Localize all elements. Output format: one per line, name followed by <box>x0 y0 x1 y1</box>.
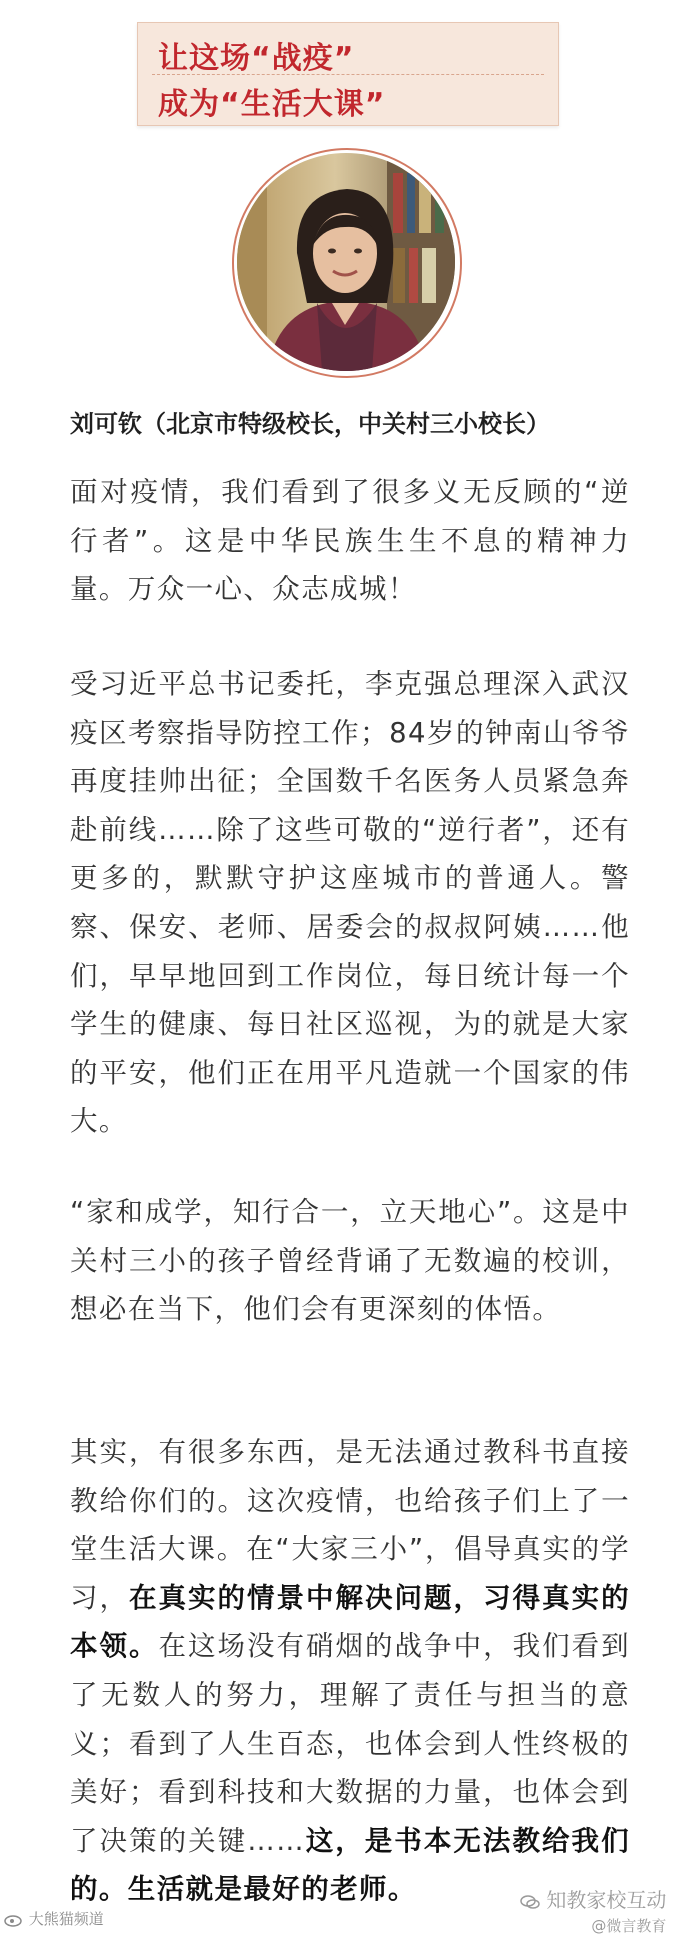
portrait-illustration <box>237 153 455 371</box>
portrait-frame <box>232 148 462 378</box>
watermark-right-handle: @微言教育 <box>591 1917 667 1935</box>
banner-title-line-1: 让这场“战疫” <box>158 41 355 76</box>
portrait-photo <box>237 153 455 371</box>
weibo-icon <box>4 1913 24 1927</box>
paragraph-1: 面对疫情，我们看到了很多义无反顾的“逆行者”。这是中华民族生生不息的精神力量。万众一心、众志成城！ <box>70 476 630 606</box>
paragraph-4-emphasis-1: 在真实的情景中解决问题，习得真实的本领。 <box>70 1581 630 1663</box>
paragraph-4-text-2: 在这场没有硝烟的战争中，我们看到了无数人的努力，理解了责任与担当的意义；看到了人生百态，也体会到人性终极的美好；看到科技和大数据的力量，也体会到了决策的关键…… <box>70 1630 630 1857</box>
title-banner <box>137 22 559 126</box>
banner-title-line-2: 成为“生活大课” <box>158 87 386 122</box>
watermark-right <box>520 1884 666 1936</box>
paragraph-3: “家和成学，知行合一，立天地心”。这是中关村三小的孩子曾经背诵了无数遍的校训，想必在当下，他们会有更深刻的体悟。 <box>70 1196 630 1326</box>
paragraph-4-text-1: 其实，有很多东西，是无法通过教科书直接教给你们的。这次疫情，也给孩子们上了一堂生活大课。在“大家三小”，倡导真实的学习， <box>70 1436 630 1614</box>
watermark-right-text: 知教家校互动 <box>546 1888 667 1912</box>
wechat-icon <box>520 1895 540 1909</box>
paragraph-2: 受习近平总书记委托，李克强总理深入武汉疫区考察指导防控工作；84岁的钟南山爷爷再度挂帅出征；全国数千名医务人员紧急奔赴前线……除了这些可敬的“逆行者”，还有更多的，默默守护这座城市的普通人。警察、保安、老师、居委会的叔叔阿姨……他们，早早地回到工作岗位，每日统计每一个学生的健康、每日社区巡视，为的就是大家的平安，他们正在用平凡造就一个国家的伟大。 <box>70 668 630 1138</box>
portrait-caption: 刘可钦（北京市特级校长，中关村三小校长） <box>70 410 550 438</box>
watermark-left-text: 大熊猫频道 <box>28 1910 104 1928</box>
paragraph-4-emphasis-2: 这，是书本无法教给我们的。生活就是最好的老师。 <box>70 1824 630 1906</box>
watermark-left <box>4 1908 104 1929</box>
banner-divider <box>152 74 544 75</box>
paragraph-4 <box>70 1428 630 1914</box>
